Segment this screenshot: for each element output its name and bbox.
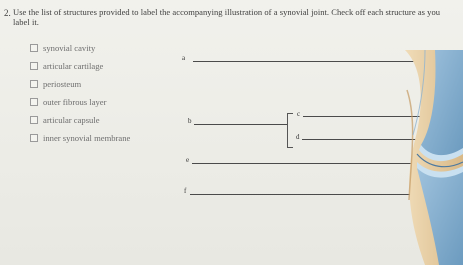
checklist-item-articular-capsule bbox=[30, 113, 130, 128]
label-letter-f: f bbox=[184, 187, 187, 195]
checklist-item-synovial-cavity bbox=[30, 40, 130, 55]
term-label: outer fibrous layer bbox=[43, 97, 107, 108]
label-letter-a: a bbox=[182, 54, 186, 62]
checklist-item-articular-cartilage bbox=[30, 58, 130, 73]
term-label: articular capsule bbox=[43, 115, 100, 126]
checklist-item-outer-fibrous-layer bbox=[30, 95, 130, 110]
synovial-joint-illustration bbox=[395, 50, 463, 265]
label-letter-c: c bbox=[297, 110, 301, 118]
bracket-c-d bbox=[287, 113, 293, 148]
answer-blank-b[interactable] bbox=[194, 124, 288, 125]
checklist-item-periosteum bbox=[30, 76, 130, 91]
label-letter-e: e bbox=[186, 156, 190, 164]
checkbox[interactable] bbox=[30, 44, 38, 52]
term-label: articular cartilage bbox=[43, 60, 104, 71]
term-label: synovial cavity bbox=[43, 42, 96, 53]
checkbox[interactable] bbox=[30, 134, 38, 142]
question-number: 2. bbox=[4, 8, 11, 18]
checkbox[interactable] bbox=[30, 62, 38, 70]
checkbox[interactable] bbox=[30, 98, 38, 106]
term-label: periosteum bbox=[43, 78, 82, 89]
term-label: inner synovial membrane bbox=[43, 133, 131, 144]
checkbox[interactable] bbox=[30, 80, 38, 88]
question-instructions: Use the list of structures provided to label the accompanying illustration of a synovial joint. Check off each structure as you label it. bbox=[13, 7, 441, 27]
label-letter-b: b bbox=[188, 117, 192, 125]
structure-checklist bbox=[30, 40, 130, 149]
checklist-item-inner-synovial-membrane bbox=[30, 131, 130, 146]
checkbox[interactable] bbox=[30, 116, 38, 124]
label-letter-d: d bbox=[296, 133, 300, 141]
